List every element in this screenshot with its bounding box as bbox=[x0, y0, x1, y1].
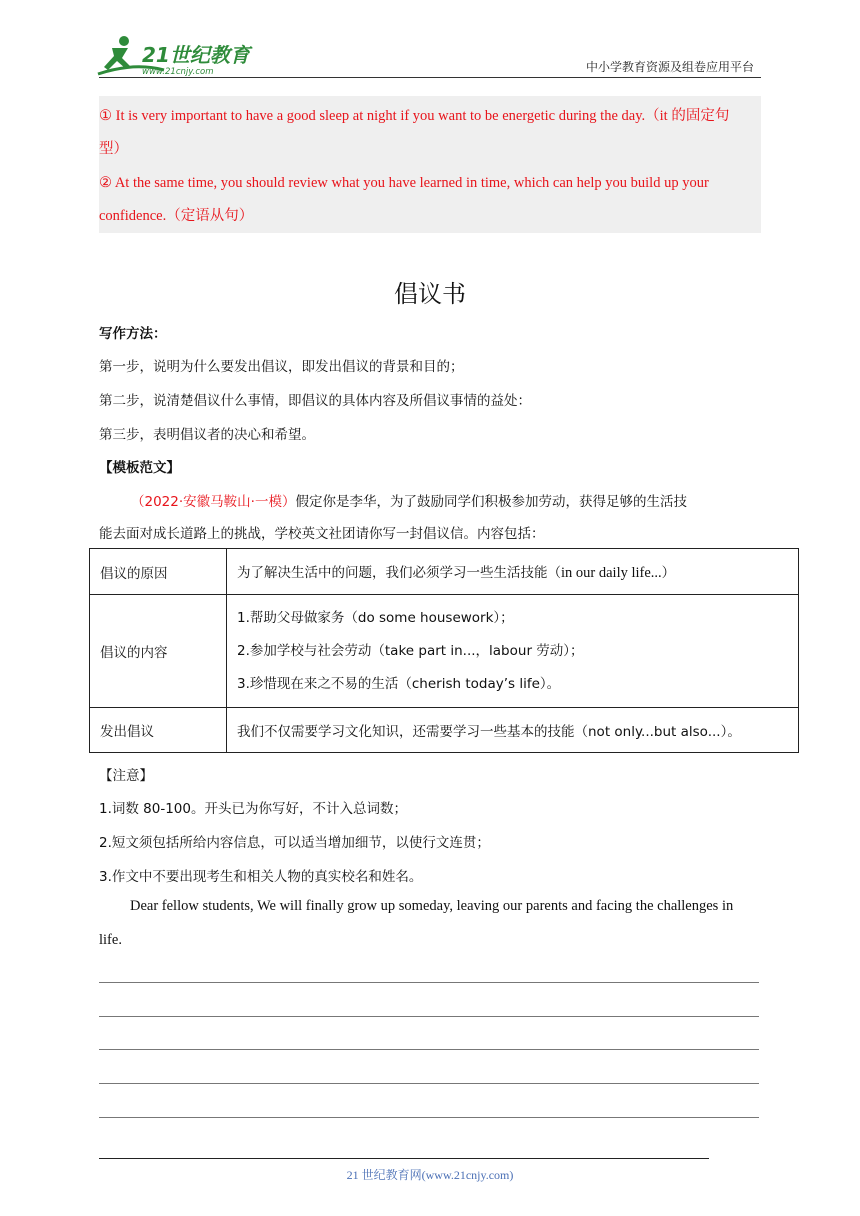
page-title: 倡议书 bbox=[394, 280, 466, 308]
writing-line[interactable] bbox=[99, 1117, 759, 1118]
prompt-line-1 bbox=[131, 490, 687, 510]
footer-divider bbox=[99, 1158, 709, 1159]
method-heading: 写作方法： bbox=[99, 326, 167, 342]
note-2-line-2: confidence.（定语从句） bbox=[99, 208, 254, 224]
notice-heading: 【注意】 bbox=[99, 768, 153, 784]
notice-item-2: 2.短文须包括所给内容信息，可以适当增加细节，以使行文连贯； bbox=[99, 835, 490, 851]
prompt-source: （2022·安徽马鞍山·一模） bbox=[131, 494, 296, 510]
note-1-line-1: ① It is very important to have a good sleep at night if you want to be energetic during the day.（it 的固定句 bbox=[99, 108, 730, 124]
table-row bbox=[90, 708, 799, 753]
reason-text-en: in our daily life... bbox=[561, 565, 662, 581]
header-divider bbox=[99, 77, 761, 78]
writing-line[interactable] bbox=[99, 982, 759, 983]
platform-label: 中小学教育资源及组卷应用平台 bbox=[585, 60, 754, 74]
logo-text: 21世纪教育 bbox=[142, 43, 250, 67]
table-row bbox=[90, 549, 799, 595]
prompt-line-2: 能去面对成长道路上的挑战，学校英文社团请你写一封倡议信。内容包括： bbox=[99, 526, 545, 542]
reason-text: 为了解决生活中的问题，我们必须学习一些生活技能（ bbox=[237, 565, 561, 581]
content-item-3: 3.珍惜现在来之不易的生活（cherish today’s life）。 bbox=[237, 675, 561, 692]
note-2-line-1: ② At the same time, you should review what you have learned in time, which can help you build up your bbox=[99, 175, 709, 191]
footer-text[interactable]: 21 世纪教育网(www.21cnjy.com) bbox=[346, 1168, 514, 1182]
table-cell-proposal: 我们不仅需要学习文化知识，还需要学习一些基本的技能（not only...but also...）。 bbox=[227, 708, 799, 753]
content-item-2: 2.参加学校与社会劳动（take part in...，labour 劳动）； bbox=[237, 642, 584, 659]
writing-line[interactable] bbox=[99, 1083, 759, 1084]
table-cell-content bbox=[227, 595, 799, 708]
table-row bbox=[90, 595, 799, 708]
notice-item-1: 1.词数 80-100。开头已为你写好，不计入总词数； bbox=[99, 801, 407, 817]
table-cell-reason bbox=[227, 549, 799, 595]
template-heading: 【模板范文】 bbox=[99, 460, 180, 476]
method-step-3: 第三步，表明倡议者的决心和希望。 bbox=[99, 427, 315, 443]
method-step-1: 第一步，说明为什么要发出倡议，即发出倡议的背景和目的； bbox=[99, 359, 464, 375]
essay-line-2: life. bbox=[99, 932, 122, 948]
notice-item-3: 3.作文中不要出现考生和相关人物的真实校名和姓名。 bbox=[99, 869, 423, 885]
content-item-1: 1.帮助父母做家务（do some housework）； bbox=[237, 609, 514, 626]
note-1-line-2: 型） bbox=[99, 141, 128, 157]
writing-line[interactable] bbox=[99, 1016, 759, 1017]
table-label-reason: 倡议的原因 bbox=[90, 549, 227, 595]
content-table bbox=[89, 548, 799, 753]
writing-line[interactable] bbox=[99, 1049, 759, 1050]
site-logo bbox=[94, 34, 264, 80]
logo-url: www.21cnjy.com bbox=[142, 67, 214, 77]
essay-line-1: Dear fellow students, We will finally grow up someday, leaving our parents and facing the challenges in bbox=[130, 898, 734, 914]
table-label-content: 倡议的内容 bbox=[90, 595, 227, 708]
method-step-2: 第二步，说清楚倡议什么事情，即倡议的具体内容及所倡议事情的益处： bbox=[99, 393, 531, 409]
table-label-proposal: 发出倡议 bbox=[90, 708, 227, 753]
prompt-text-1: 假定你是李华，为了鼓励同学们积极参加劳动，获得足够的生活技 bbox=[295, 494, 687, 510]
reason-text-end: ） bbox=[661, 565, 676, 581]
